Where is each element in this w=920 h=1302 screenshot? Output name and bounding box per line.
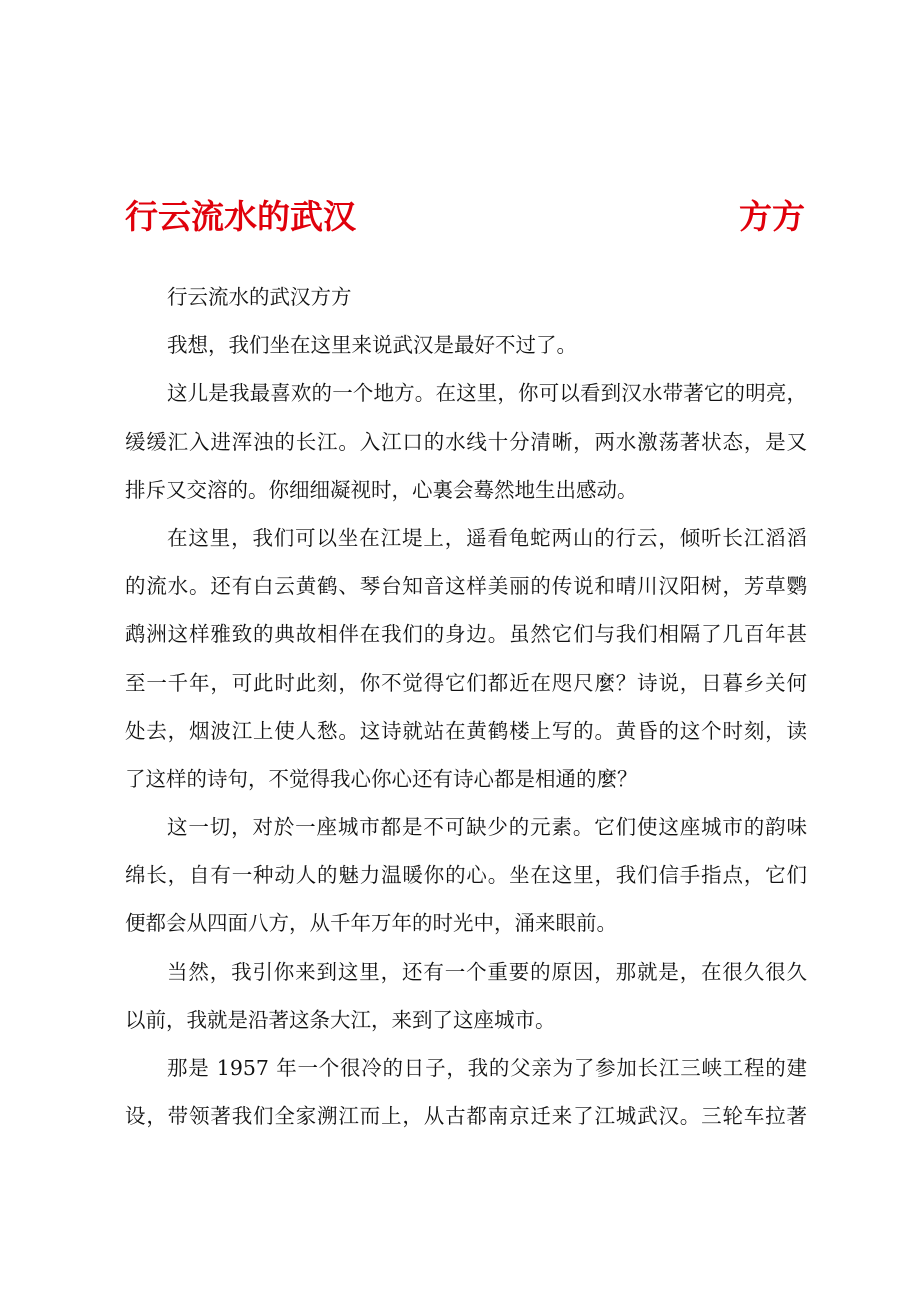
text-line: 至一千年，可此时此刻，你不觉得它们都近在咫尺麼？诗说，日暮乡关何: [125, 670, 807, 695]
text-line: 那是 1957 年一个很冷的日子，我的父亲为了参加长江三峡工程的建: [167, 1056, 807, 1080]
text-line: 排斥又交溶的。你细细凝视时，心裏会蓦然地生出感动。: [125, 477, 638, 502]
paragraph: [125, 1044, 807, 1140]
text-line: 处去，烟波江上使人愁。这诗就站在黄鹤楼上写的。黄昏的这个时刻，读: [125, 718, 807, 743]
text-line: 当然，我引你来到这里，还有一个重要的原因，那就是，在很久很久: [167, 959, 807, 984]
text-line: 设，带领著我们全家溯江而上，从古都南京迁来了江城武汉。三轮车拉著: [125, 1104, 807, 1129]
title-text: 行云流水的武汉: [125, 197, 356, 236]
text-line: 缓缓汇入进浑浊的长江。入江口的水线十分清晰，两水激荡著状态，是又: [125, 429, 807, 454]
paragraph: [125, 514, 807, 803]
document-title: [125, 193, 805, 241]
text-line: 这一切，对於一座城市都是不可缺少的元素。它们使这座城市的韵味: [167, 815, 807, 840]
paragraph: [125, 948, 807, 1044]
text-line: 绵长，自有一种动人的魅力温暖你的心。坐在这里，我们信手指点，它们: [125, 863, 807, 888]
text-line: 我想，我们坐在这里来说武汉是最好不过了。: [167, 333, 577, 358]
paragraph: [125, 273, 807, 321]
text-line: 行云流水的武汉方方: [167, 285, 352, 309]
text-line: 的流水。还有白云黄鹤、琴台知音这样美丽的传说和晴川汉阳树，芳草鹦: [125, 574, 807, 599]
author-name: 方方: [739, 197, 805, 236]
paragraph: [125, 321, 807, 369]
paragraph: [125, 803, 807, 948]
document-body: [125, 273, 807, 1140]
text-line: 以前，我就是沿著这条大江，来到了这座城市。: [125, 1007, 556, 1032]
text-line: 这儿是我最喜欢的一个地方。在这里，你可以看到汉水带著它的明亮，: [167, 381, 807, 406]
text-line: 在这里，我们可以坐在江堤上，遥看龟蛇两山的行云，倾听长江滔滔: [167, 525, 807, 550]
text-line: 了这样的诗句，不觉得我心你心还有诗心都是相通的麼？: [125, 766, 638, 791]
text-line: 便都会从四面八方，从千年万年的时光中，涌来眼前。: [125, 911, 617, 936]
text-line: 鹉洲这样雅致的典故相伴在我们的身边。虽然它们与我们相隔了几百年甚: [125, 622, 807, 647]
paragraph: [125, 369, 807, 514]
